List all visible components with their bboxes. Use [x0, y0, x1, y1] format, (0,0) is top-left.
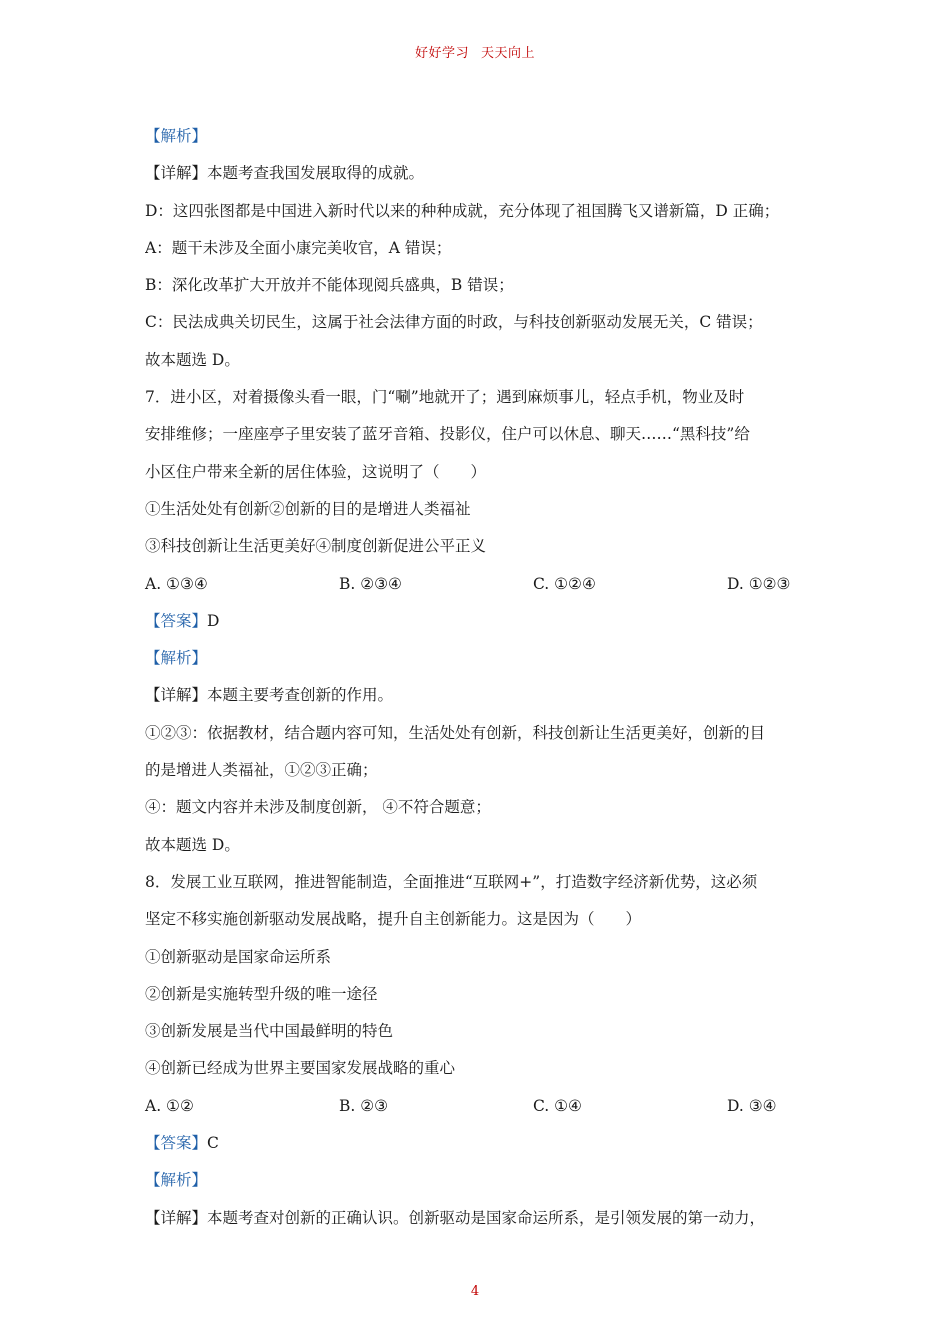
q8-choices — [145, 1088, 810, 1125]
q7-explanation-line-3: ④：题文内容并未涉及制度创新， ④不符合题意； — [145, 798, 491, 817]
q8-choice-d: D. ③④ — [727, 1096, 777, 1115]
q8-option-4: ④创新已经成为世界主要国家发展战略的重心 — [145, 1059, 456, 1078]
detail-tag: 【详解】 — [145, 686, 208, 705]
header-motto-right: 天天向上 — [481, 46, 536, 61]
analysis-tag: 【解析】 — [145, 1171, 208, 1190]
q7-choice-b: B. ②③④ — [339, 574, 402, 593]
q7-choices — [145, 566, 810, 603]
answer-value: D — [207, 611, 220, 630]
q6-explanation-d: D：这四张图都是中国进入新时代以来的种种成就，充分体现了祖国腾飞又谱新篇，D 正确； — [145, 201, 780, 220]
q8-choice-a: A. ①② — [145, 1096, 194, 1115]
page-header — [0, 42, 950, 61]
q7-detail-line — [145, 677, 810, 714]
q8-choice-c: C. ①④ — [533, 1096, 582, 1115]
answer-tag: 【答案】 — [145, 611, 208, 630]
q7-explanation-line-2: 的是增进人类福祉，①②③正确； — [145, 761, 378, 780]
q8-option-3: ③创新发展是当代中国最鲜明的特色 — [145, 1022, 394, 1041]
q7-stem-line-2: 安排维修；一座座亭子里安装了蓝牙音箱、投影仪，住户可以休息、聊天……“黑科技”给 — [145, 425, 750, 444]
q6-explanation-c: C：民法成典关切民生，这属于社会法律方面的时政，与科技创新驱动发展无关，C 错误； — [145, 313, 763, 332]
q7-choice-a: A. ①③④ — [145, 574, 208, 593]
q7-answer-line — [145, 603, 810, 640]
q8-stem-line-2: 坚定不移实施创新驱动发展战略，提升自主创新能力。这是因为（ ） — [145, 910, 642, 929]
q6-conclusion: 故本题选 D。 — [145, 350, 240, 369]
analysis-tag: 【解析】 — [145, 127, 208, 145]
q6-explanation-a: A：题干未涉及全面小康完美收官，A 错误； — [145, 238, 452, 257]
q7-choice-c: C. ①②④ — [533, 574, 596, 593]
analysis-tag: 【解析】 — [145, 649, 208, 668]
q7-choice-d: D. ①②③ — [727, 574, 791, 593]
detail-text: 本题考查对创新的正确认识。创新驱动是国家命运所系，是引领发展的第一动力， — [207, 1208, 766, 1227]
document-body — [145, 118, 810, 1237]
answer-value: C — [207, 1134, 219, 1153]
q7-explanation-line-1: ①②③：依据教材，结合题内容可知，生活处处有创新，科技创新让生活更美好，创新的目 — [145, 723, 766, 742]
q6-detail-line — [145, 155, 810, 192]
q8-option-2: ②创新是实施转型升级的唯一途径 — [145, 984, 378, 1003]
q8-choice-b: B. ②③ — [339, 1096, 389, 1115]
q6-analysis-heading — [145, 118, 810, 155]
detail-text: 本题主要考查创新的作用。 — [207, 686, 394, 705]
q7-options-line-1: ①生活处处有创新②创新的目的是增进人类福祉 — [145, 499, 471, 518]
q7-options-line-2: ③科技创新让生活更美好④制度创新促进公平正义 — [145, 537, 487, 556]
answer-tag: 【答案】 — [145, 1134, 208, 1153]
q7-analysis-heading — [145, 640, 810, 677]
header-motto-left: 好好学习 — [414, 46, 469, 61]
q8-option-1: ①创新驱动是国家命运所系 — [145, 947, 332, 966]
q8-analysis-heading — [145, 1162, 810, 1199]
q7-stem-line-1: 7．进小区，对着摄像头看一眼，门“唰”地就开了；遇到麻烦事儿，轻点手机，物业及时 — [145, 388, 745, 407]
detail-tag: 【详解】 — [145, 1208, 208, 1227]
detail-tag: 【详解】 — [145, 164, 208, 183]
q7-stem-line-3: 小区住户带来全新的居住体验，这说明了（ ） — [145, 462, 487, 481]
q6-explanation-b: B：深化改革扩大开放并不能体现阅兵盛典，B 错误； — [145, 276, 514, 295]
q8-detail-line — [145, 1200, 810, 1237]
page-number: 4 — [470, 1284, 480, 1299]
q8-stem-line-1: 8．发展工业互联网，推进智能制造，全面推进“互联网+”，打造数字经济新优势，这必须 — [145, 872, 758, 891]
q8-answer-line — [145, 1125, 810, 1162]
detail-text: 本题考查我国发展取得的成就。 — [207, 164, 425, 183]
q7-conclusion: 故本题选 D。 — [145, 835, 240, 854]
